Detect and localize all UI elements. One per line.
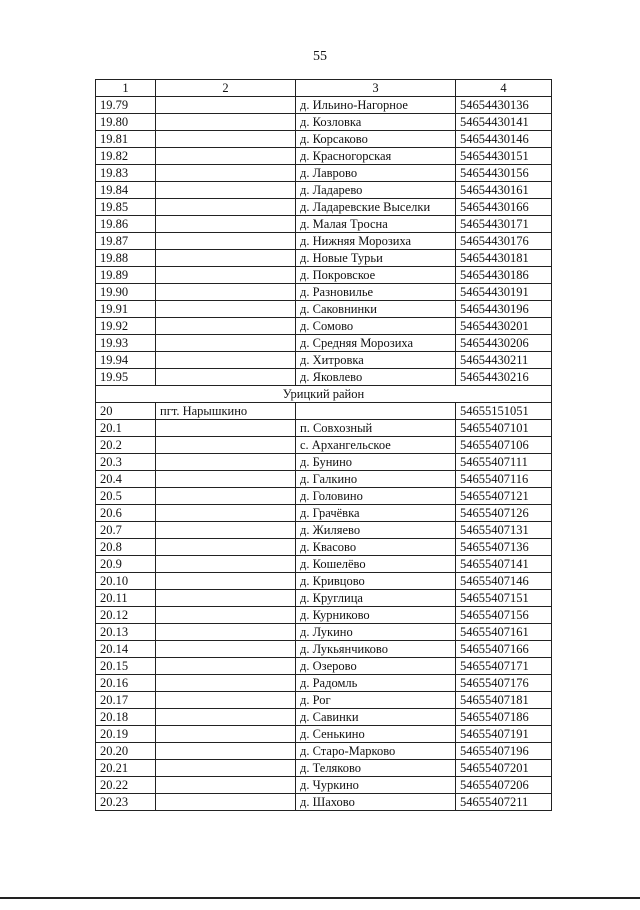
oktmo-code-cell: 54655407206 [456, 777, 552, 794]
settlement-name-cell: д. Радомль [296, 675, 456, 692]
table-row [96, 250, 552, 267]
oktmo-code-cell: 54655407111 [456, 454, 552, 471]
municipality-cell [156, 114, 296, 131]
settlement-name-cell: д. Головино [296, 488, 456, 505]
settlement-name-cell: д. Яковлево [296, 369, 456, 386]
row-number-cell: 20.20 [96, 743, 156, 760]
table-row [96, 709, 552, 726]
oktmo-code-cell: 54655407171 [456, 658, 552, 675]
municipality-cell [156, 488, 296, 505]
municipality-cell [156, 131, 296, 148]
table-row [96, 556, 552, 573]
municipality-cell [156, 267, 296, 284]
settlement-name-cell: п. Совхозный [296, 420, 456, 437]
row-number-cell: 20.2 [96, 437, 156, 454]
settlement-name-cell: д. Малая Тросна [296, 216, 456, 233]
row-number-cell: 20.9 [96, 556, 156, 573]
row-number-cell: 19.91 [96, 301, 156, 318]
settlement-name-cell: д. Средняя Морозиха [296, 335, 456, 352]
row-number-cell: 19.87 [96, 233, 156, 250]
municipality-cell [156, 777, 296, 794]
municipality-cell [156, 743, 296, 760]
row-number-cell: 20.17 [96, 692, 156, 709]
table-row [96, 148, 552, 165]
oktmo-code-cell: 54654430191 [456, 284, 552, 301]
row-number-cell: 19.80 [96, 114, 156, 131]
municipality-cell [156, 709, 296, 726]
table-row [96, 403, 552, 420]
table-row [96, 692, 552, 709]
settlement-name-cell: д. Красногорская [296, 148, 456, 165]
section-row [96, 386, 552, 403]
row-number-cell: 20 [96, 403, 156, 420]
oktmo-code-cell: 54654430181 [456, 250, 552, 267]
row-number-cell: 20.14 [96, 641, 156, 658]
municipality-cell [156, 233, 296, 250]
settlement-name-cell: д. Жиляево [296, 522, 456, 539]
oktmo-code-cell: 54655407131 [456, 522, 552, 539]
settlement-name-cell: д. Квасово [296, 539, 456, 556]
oktmo-code-cell: 54654430156 [456, 165, 552, 182]
column-header-4: 4 [456, 80, 552, 97]
row-number-cell: 20.1 [96, 420, 156, 437]
oktmo-code-cell: 54655407116 [456, 471, 552, 488]
settlement-name-cell: д. Сомово [296, 318, 456, 335]
municipality-cell [156, 726, 296, 743]
oktmo-code-cell: 54654430211 [456, 352, 552, 369]
page-bottom-rule [0, 897, 640, 899]
row-number-cell: 20.19 [96, 726, 156, 743]
table-body-section-19 [96, 97, 552, 386]
column-header-2: 2 [156, 80, 296, 97]
settlement-name-cell: д. Кривцово [296, 573, 456, 590]
oktmo-code-cell: 54655407186 [456, 709, 552, 726]
municipality-cell [156, 760, 296, 777]
municipality-cell [156, 437, 296, 454]
oktmo-code-cell: 54655407136 [456, 539, 552, 556]
settlement-name-cell: д. Саковнинки [296, 301, 456, 318]
table-row [96, 471, 552, 488]
row-number-cell: 19.83 [96, 165, 156, 182]
oktmo-code-cell: 54655407191 [456, 726, 552, 743]
row-number-cell: 20.10 [96, 573, 156, 590]
table-row [96, 318, 552, 335]
settlement-name-cell: д. Нижняя Морозиха [296, 233, 456, 250]
row-number-cell: 19.85 [96, 199, 156, 216]
oktmo-code-cell: 54654430166 [456, 199, 552, 216]
oktmo-code-cell: 54654430161 [456, 182, 552, 199]
settlement-name-cell: д. Ильино-Нагорное [296, 97, 456, 114]
oktmo-code-cell: 54655407141 [456, 556, 552, 573]
oktmo-code-cell: 54654430196 [456, 301, 552, 318]
municipality-cell [156, 182, 296, 199]
settlement-name-cell: д. Хитровка [296, 352, 456, 369]
oktmo-code-cell: 54655407126 [456, 505, 552, 522]
settlement-name-cell: д. Корсаково [296, 131, 456, 148]
table-row [96, 182, 552, 199]
oktmo-code-cell: 54655407156 [456, 607, 552, 624]
municipality-cell [156, 97, 296, 114]
row-number-cell: 20.7 [96, 522, 156, 539]
settlement-name-cell: д. Курниково [296, 607, 456, 624]
table-row [96, 369, 552, 386]
table-row [96, 726, 552, 743]
section-header [96, 386, 552, 403]
oktmo-code-cell: 54654430171 [456, 216, 552, 233]
table-header [96, 80, 552, 97]
municipality-cell [156, 675, 296, 692]
table-row [96, 641, 552, 658]
settlement-name-cell: д. Сенькино [296, 726, 456, 743]
oktmo-code-cell: 54655407101 [456, 420, 552, 437]
settlement-name-cell: д. Теляково [296, 760, 456, 777]
municipality-cell [156, 573, 296, 590]
row-number-cell: 20.22 [96, 777, 156, 794]
table-row [96, 675, 552, 692]
table-row [96, 573, 552, 590]
oktmo-code-cell: 54655407121 [456, 488, 552, 505]
table-row [96, 624, 552, 641]
municipality-cell [156, 794, 296, 811]
municipality-cell: пгт. Нарышкино [156, 403, 296, 420]
row-number-cell: 20.12 [96, 607, 156, 624]
oktmo-code-cell: 54654430146 [456, 131, 552, 148]
row-number-cell: 19.94 [96, 352, 156, 369]
row-number-cell: 19.86 [96, 216, 156, 233]
municipality-cell [156, 522, 296, 539]
municipality-cell [156, 148, 296, 165]
table-row [96, 199, 552, 216]
table-row [96, 607, 552, 624]
row-number-cell: 19.81 [96, 131, 156, 148]
table-row [96, 301, 552, 318]
oktmo-code-cell: 54655151051 [456, 403, 552, 420]
row-number-cell: 19.82 [96, 148, 156, 165]
table-row [96, 777, 552, 794]
oktmo-code-cell: 54654430176 [456, 233, 552, 250]
municipality-cell [156, 165, 296, 182]
table-row [96, 420, 552, 437]
oktmo-code-cell: 54655407196 [456, 743, 552, 760]
table-row [96, 335, 552, 352]
table-row [96, 794, 552, 811]
municipality-cell [156, 454, 296, 471]
settlement-name-cell: д. Лаврово [296, 165, 456, 182]
row-number-cell: 19.93 [96, 335, 156, 352]
municipality-cell [156, 607, 296, 624]
municipality-cell [156, 284, 296, 301]
settlement-name-cell: д. Галкино [296, 471, 456, 488]
oktmo-code-cell: 54655407166 [456, 641, 552, 658]
oktmo-code-cell: 54655407211 [456, 794, 552, 811]
row-number-cell: 19.89 [96, 267, 156, 284]
oktmo-code-cell: 54655407146 [456, 573, 552, 590]
municipality-cell [156, 692, 296, 709]
municipality-cell [156, 250, 296, 267]
row-number-cell: 20.15 [96, 658, 156, 675]
municipality-cell [156, 624, 296, 641]
municipality-cell [156, 471, 296, 488]
settlement-name-cell [296, 403, 456, 420]
table-row [96, 522, 552, 539]
settlement-name-cell: д. Кошелёво [296, 556, 456, 573]
table-row [96, 97, 552, 114]
section-title: Урицкий район [96, 386, 552, 403]
table-body-section-20 [96, 403, 552, 811]
table-row [96, 284, 552, 301]
settlement-name-cell: д. Козловка [296, 114, 456, 131]
oktmo-code-cell: 54655407161 [456, 624, 552, 641]
settlement-name-cell: д. Бунино [296, 454, 456, 471]
settlement-name-cell: д. Шахово [296, 794, 456, 811]
oktmo-code-cell: 54655407106 [456, 437, 552, 454]
oktmo-code-cell: 54654430151 [456, 148, 552, 165]
table-row [96, 437, 552, 454]
table-row [96, 658, 552, 675]
row-number-cell: 20.3 [96, 454, 156, 471]
municipality-cell [156, 199, 296, 216]
settlement-name-cell: д. Лукьянчиково [296, 641, 456, 658]
row-number-cell: 20.21 [96, 760, 156, 777]
municipality-cell [156, 216, 296, 233]
row-number-cell: 20.5 [96, 488, 156, 505]
municipality-cell [156, 658, 296, 675]
table-row [96, 352, 552, 369]
row-number-cell: 20.13 [96, 624, 156, 641]
table-row [96, 216, 552, 233]
settlement-name-cell: д. Рог [296, 692, 456, 709]
oktmo-code-cell: 54654430141 [456, 114, 552, 131]
oktmo-code-cell: 54655407151 [456, 590, 552, 607]
oktmo-code-cell: 54654430136 [456, 97, 552, 114]
oktmo-code-cell: 54654430186 [456, 267, 552, 284]
oktmo-code-cell: 54654430201 [456, 318, 552, 335]
row-number-cell: 19.79 [96, 97, 156, 114]
table-row [96, 760, 552, 777]
row-number-cell: 19.90 [96, 284, 156, 301]
settlement-name-cell: д. Круглица [296, 590, 456, 607]
row-number-cell: 20.6 [96, 505, 156, 522]
settlement-name-cell: д. Старо-Марково [296, 743, 456, 760]
table-row [96, 131, 552, 148]
oktmo-code-cell: 54654430216 [456, 369, 552, 386]
row-number-cell: 20.16 [96, 675, 156, 692]
row-number-cell: 20.8 [96, 539, 156, 556]
row-number-cell: 19.92 [96, 318, 156, 335]
table-row [96, 505, 552, 522]
municipality-cell [156, 352, 296, 369]
table-row [96, 454, 552, 471]
row-number-cell: 20.11 [96, 590, 156, 607]
oktmo-code-cell: 54655407176 [456, 675, 552, 692]
municipality-cell [156, 369, 296, 386]
row-number-cell: 20.23 [96, 794, 156, 811]
header-row [96, 80, 552, 97]
oktmo-code-cell: 54654430206 [456, 335, 552, 352]
settlement-name-cell: д. Грачёвка [296, 505, 456, 522]
table-row [96, 743, 552, 760]
row-number-cell: 19.84 [96, 182, 156, 199]
page-number: 55 [313, 49, 327, 64]
settlement-name-cell: с. Архангельское [296, 437, 456, 454]
settlement-name-cell: д. Ладаревские Выселки [296, 199, 456, 216]
column-header-1: 1 [96, 80, 156, 97]
municipality-cell [156, 590, 296, 607]
municipality-cell [156, 556, 296, 573]
settlement-name-cell: д. Лукино [296, 624, 456, 641]
settlement-name-cell: д. Новые Турьи [296, 250, 456, 267]
municipality-cell [156, 301, 296, 318]
table-row [96, 539, 552, 556]
municipality-cell [156, 539, 296, 556]
municipality-cell [156, 641, 296, 658]
row-number-cell: 20.18 [96, 709, 156, 726]
oktmo-code-cell: 54655407181 [456, 692, 552, 709]
municipality-cell [156, 505, 296, 522]
table-row [96, 233, 552, 250]
column-header-3: 3 [296, 80, 456, 97]
table-row [96, 165, 552, 182]
settlement-name-cell: д. Савинки [296, 709, 456, 726]
row-number-cell: 19.95 [96, 369, 156, 386]
table-row [96, 267, 552, 284]
settlements-table [95, 79, 552, 811]
table-row [96, 114, 552, 131]
table-row [96, 590, 552, 607]
municipality-cell [156, 420, 296, 437]
table-row [96, 488, 552, 505]
row-number-cell: 20.4 [96, 471, 156, 488]
settlement-name-cell: д. Ладарево [296, 182, 456, 199]
municipality-cell [156, 335, 296, 352]
settlement-name-cell: д. Чуркино [296, 777, 456, 794]
row-number-cell: 19.88 [96, 250, 156, 267]
oktmo-code-cell: 54655407201 [456, 760, 552, 777]
municipality-cell [156, 318, 296, 335]
settlement-name-cell: д. Разновилье [296, 284, 456, 301]
settlement-name-cell: д. Озерово [296, 658, 456, 675]
settlement-name-cell: д. Покровское [296, 267, 456, 284]
